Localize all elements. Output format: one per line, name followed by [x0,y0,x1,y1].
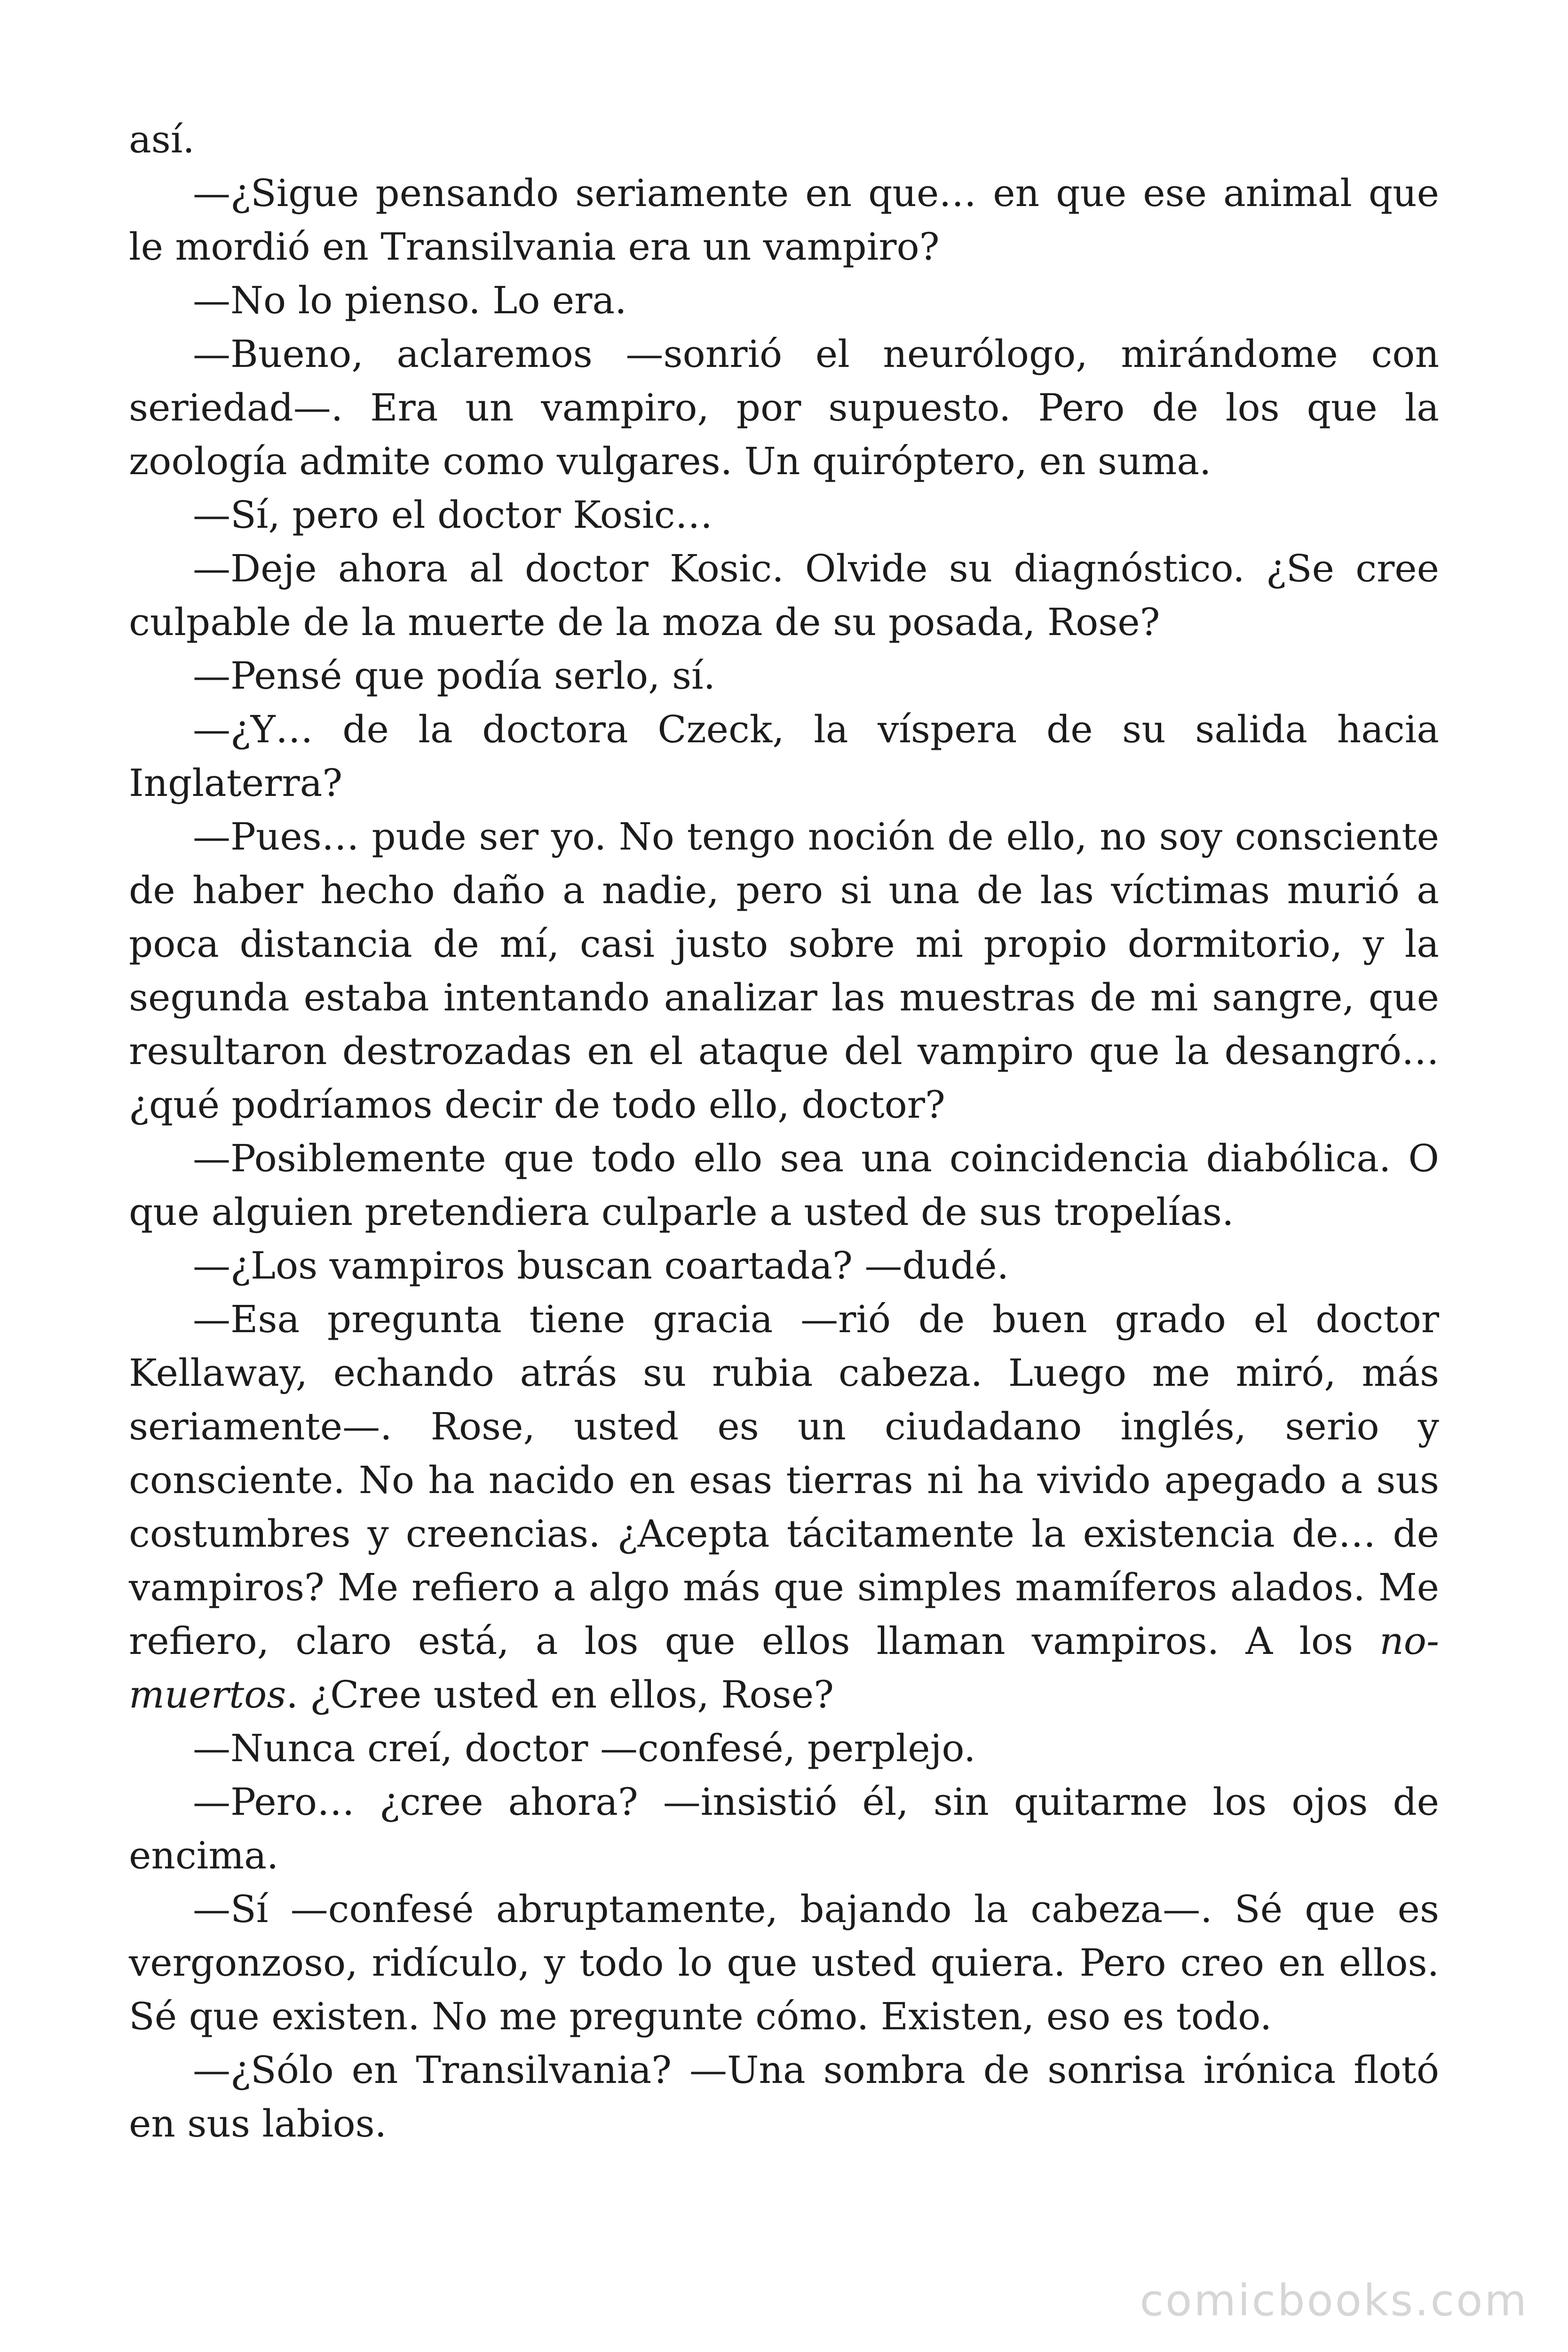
paragraph: —Pensé que podía serlo, sí. [193,654,716,698]
paragraph: —Pero… ¿cree ahora? —insistió él, sin quitarme los ojos de encima. [129,1780,1439,1877]
paragraph: —¿Sólo en Transilvania? —Una sombra de sonrisa irónica flotó en sus labios. [129,2048,1439,2145]
paragraph: así. [129,118,195,161]
paragraph: —Bueno, aclaremos —sonrió el neurólogo, mirándome con seriedad—. Era un vampiro, por supuesto. Pero de los que la zoología admite como vulgares. Un quiróptero, en suma. [129,332,1439,483]
paragraph: —Sí —confesé abruptamente, bajando la cabeza—. Sé que es vergonzoso, ridículo, y todo lo que usted quiera. Pero creo en ellos. Sé que existen. No me pregunte cómo. Existen, eso es todo. [129,1887,1439,2038]
watermark-text: comicbooks.com [1140,2275,1528,2326]
paragraph: —¿Sigue pensando seriamente en que… en que ese animal que le mordió en Transilvania era un vampiro? [129,171,1439,269]
paragraph: —Esa pregunta tiene gracia —rió de buen grado el doctor Kellaway, echando atrás su rubia cabeza. Luego me miró, más seriamente—. Rose, usted es un ciudadano inglés, serio y consciente. No ha nacido en esas tierras ni ha vivido apegado a sus costumbres y creencias. ¿Acepta tácitamente la existencia de… de vampiros? Me refiero a algo más que simples mamíferos alados. Me refiero, claro está, a los que ellos llaman vampiros. A los no-muertos. ¿Cree usted en ellos, Rose? [129,1297,1439,1716]
book-page-text [129,113,1439,2151]
paragraph: —Nunca creí, doctor —confesé, perplejo. [193,1726,976,1770]
paragraph: —Posiblemente que todo ello sea una coincidencia diabólica. O que alguien pretendiera culparle a usted de sus tropelías. [129,1136,1439,1234]
paragraph: —Deje ahora al doctor Kosic. Olvide su diagnóstico. ¿Se cree culpable de la muerte de la moza de su posada, Rose? [129,547,1439,644]
emphasized-term: no-muertos [129,1619,1439,1716]
paragraph: —¿Los vampiros buscan coartada? —dudé. [193,1244,1009,1287]
paragraph: —Pues… pude ser yo. No tengo noción de ello, no soy consciente de haber hecho daño a nadie, pero si una de las víctimas murió a poca distancia de mí, casi justo sobre mi propio dormitorio, y la segunda estaba intentando analizar las muestras de mi sangre, que resultaron destrozadas en el ataque del vampiro que la desangró… ¿qué podríamos decir de todo ello, doctor? [129,815,1439,1127]
paragraph: —¿Y… de la doctora Czeck, la víspera de su salida hacia Inglaterra? [129,707,1439,805]
paragraph: —Sí, pero el doctor Kosic… [193,493,713,537]
paragraph: —No lo pienso. Lo era. [193,278,627,322]
